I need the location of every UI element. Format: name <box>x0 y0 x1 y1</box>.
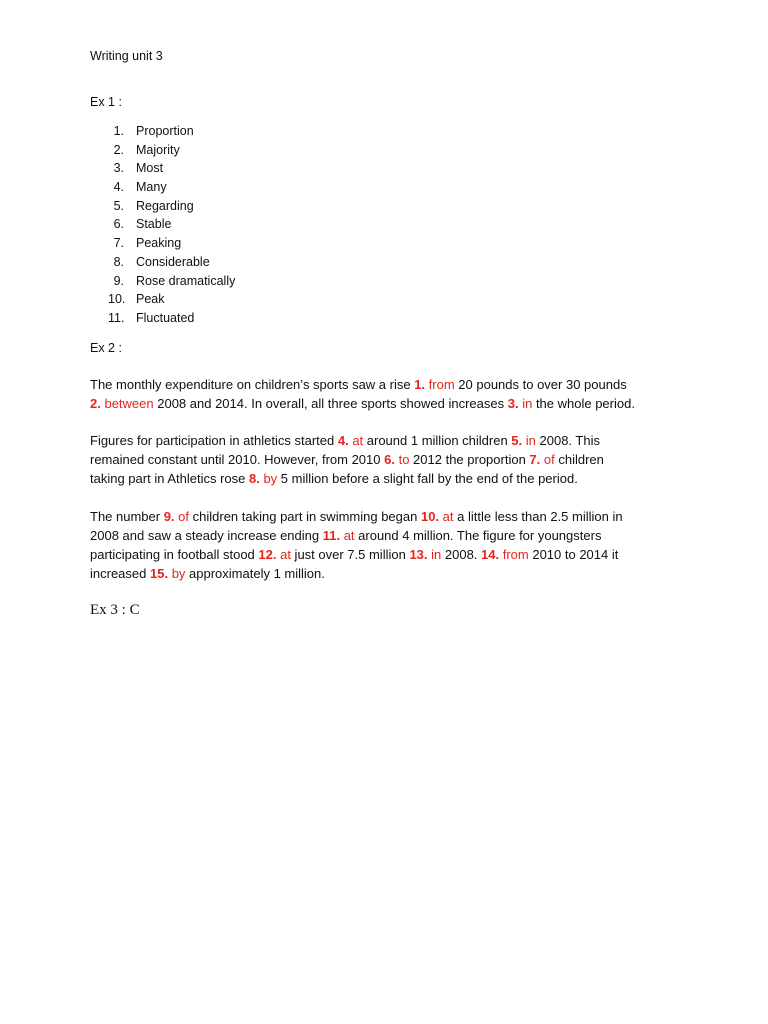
paragraph-text: the whole period. <box>532 396 635 412</box>
paragraph-text: participating in football stood <box>90 547 259 563</box>
exercise-2-paragraph-3 <box>90 507 690 583</box>
answer-blank <box>384 452 409 467</box>
paragraph-text: children <box>554 452 604 468</box>
list-item <box>108 309 195 328</box>
answer-blank <box>414 377 454 392</box>
answer-word: of <box>543 452 555 468</box>
answer-word: between <box>104 396 154 412</box>
answer-blank <box>150 566 185 581</box>
answer-word: at <box>280 547 291 563</box>
paragraph-line <box>90 450 690 469</box>
answer-number: 10. <box>420 509 440 524</box>
paragraph-text: 2008. <box>441 547 482 563</box>
exercise-2-label: Ex 2 : <box>90 341 122 355</box>
paragraph-text: The monthly expenditure on children’s sports saw a rise <box>90 377 415 392</box>
answer-word: by <box>263 471 278 487</box>
list-item <box>108 272 236 291</box>
answer-blank <box>90 396 154 411</box>
exercise-1-answer-list <box>108 122 236 328</box>
list-item-number: 3. <box>113 161 124 176</box>
answer-word: by <box>171 566 186 582</box>
paragraph-line <box>90 375 690 394</box>
list-item-answer: Majority <box>136 142 180 157</box>
paragraph-line <box>90 564 690 583</box>
answer-number: 15. <box>149 566 169 582</box>
paragraph-text: increased <box>90 566 150 582</box>
answer-blank <box>409 547 441 562</box>
answer-blank <box>323 528 355 543</box>
answer-number: 13. <box>409 547 428 563</box>
answer-blank <box>338 433 363 448</box>
list-item <box>108 159 164 178</box>
exercise-1-label: Ex 1 : <box>90 95 122 109</box>
paragraph-line <box>90 469 690 488</box>
answer-word: at <box>442 509 454 524</box>
answer-blank <box>249 471 277 486</box>
paragraph-text: 2008 and 2014. In overall, all three sports showed increases <box>153 396 508 412</box>
document-title: Writing unit 3 <box>90 49 163 63</box>
answer-word: from <box>428 377 455 392</box>
paragraph-text: a little less than 2.5 million in <box>453 509 623 524</box>
paragraph-text: 20 pounds to over 30 pounds <box>454 377 627 392</box>
list-item <box>108 253 210 272</box>
list-item <box>108 290 165 309</box>
exercise-2-paragraph-1 <box>90 375 690 413</box>
list-item <box>108 215 172 234</box>
paragraph-text: children taking part in swimming began <box>189 509 421 524</box>
list-item-answer: Fluctuated <box>136 310 195 325</box>
answer-number: 7. <box>529 452 541 468</box>
answer-blank <box>421 509 454 524</box>
list-item <box>108 234 182 253</box>
list-item-answer: Considerable <box>136 254 210 269</box>
answer-blank <box>481 547 529 562</box>
list-item-number: 4. <box>113 180 124 195</box>
answer-blank <box>258 547 291 562</box>
list-item-answer: Rose dramatically <box>136 273 236 288</box>
paragraph-text: around 4 million. The figure for youngsters <box>354 528 602 544</box>
answer-number: 3. <box>507 396 519 412</box>
exercise-3-answer: Ex 3 : C <box>90 602 140 618</box>
answer-blank <box>511 433 536 448</box>
answer-number: 9. <box>163 509 175 524</box>
answer-number: 14. <box>481 547 500 563</box>
list-item-number: 7. <box>113 236 124 251</box>
list-item-number: 1. <box>113 124 124 138</box>
paragraph-line <box>90 545 690 564</box>
list-item <box>108 178 167 197</box>
list-item-answer: Many <box>136 180 167 195</box>
answer-number: 4. <box>337 433 349 448</box>
list-item <box>108 197 194 216</box>
answer-word: in <box>525 433 536 448</box>
answer-word: of <box>178 509 190 524</box>
list-item-number: 2. <box>113 142 124 157</box>
paragraph-text: The number <box>90 509 164 524</box>
list-item-answer: Most <box>136 161 164 176</box>
paragraph-text: 2008. This <box>535 433 600 448</box>
paragraph-text: taking part in Athletics rose <box>90 471 249 487</box>
list-item-number: 11. <box>108 310 125 325</box>
answer-word: at <box>343 528 355 544</box>
answer-number: 8. <box>248 471 260 487</box>
answer-word: in <box>431 547 442 563</box>
paragraph-text: Figures for participation in athletics started <box>90 433 338 448</box>
paragraph-text: around 1 million children <box>363 433 512 448</box>
list-item <box>108 141 180 160</box>
paragraph-line <box>90 526 690 545</box>
answer-number: 11. <box>322 528 341 544</box>
paragraph-text: 2012 the proportion <box>409 452 530 468</box>
paragraph-text: just over 7.5 million <box>290 547 410 563</box>
answer-word: at <box>352 433 364 448</box>
list-item-number: 9. <box>113 273 124 288</box>
paragraph-text: approximately 1 million. <box>185 566 325 582</box>
paragraph-text: remained constant until 2010. However, from 2010 <box>90 452 385 468</box>
paragraph-text: 5 million before a slight fall by the end of the period. <box>277 471 578 487</box>
paragraph-line <box>90 431 690 450</box>
paragraph-text: 2008 and saw a steady increase ending <box>90 528 323 544</box>
paragraph-line <box>90 507 690 526</box>
answer-number: 12. <box>258 547 277 563</box>
exercise-2-paragraph-2 <box>90 431 690 488</box>
answer-number: 1. <box>414 377 426 392</box>
list-item-number: 5. <box>113 198 124 213</box>
list-item-answer: Peak <box>136 292 165 307</box>
answer-blank <box>508 396 533 411</box>
answer-blank <box>529 452 554 467</box>
list-item-answer: Peaking <box>136 236 182 251</box>
paragraph-text: 2010 to 2014 it <box>528 547 619 563</box>
paragraph-line <box>90 394 690 413</box>
list-item-number: 8. <box>113 254 124 269</box>
answer-word: in <box>522 396 533 412</box>
list-item-answer: Stable <box>136 217 172 232</box>
answer-number: 5. <box>511 433 523 448</box>
list-item-answer: Proportion <box>136 124 194 138</box>
answer-number: 6. <box>384 452 395 468</box>
list-item-number: 10. <box>108 292 126 307</box>
answer-word: from <box>502 547 529 563</box>
answer-word: to <box>398 452 410 468</box>
list-item <box>108 122 194 141</box>
list-item-number: 6. <box>113 217 124 232</box>
list-item-answer: Regarding <box>136 198 194 213</box>
answer-number: 2. <box>90 396 101 412</box>
answer-blank <box>164 509 189 524</box>
